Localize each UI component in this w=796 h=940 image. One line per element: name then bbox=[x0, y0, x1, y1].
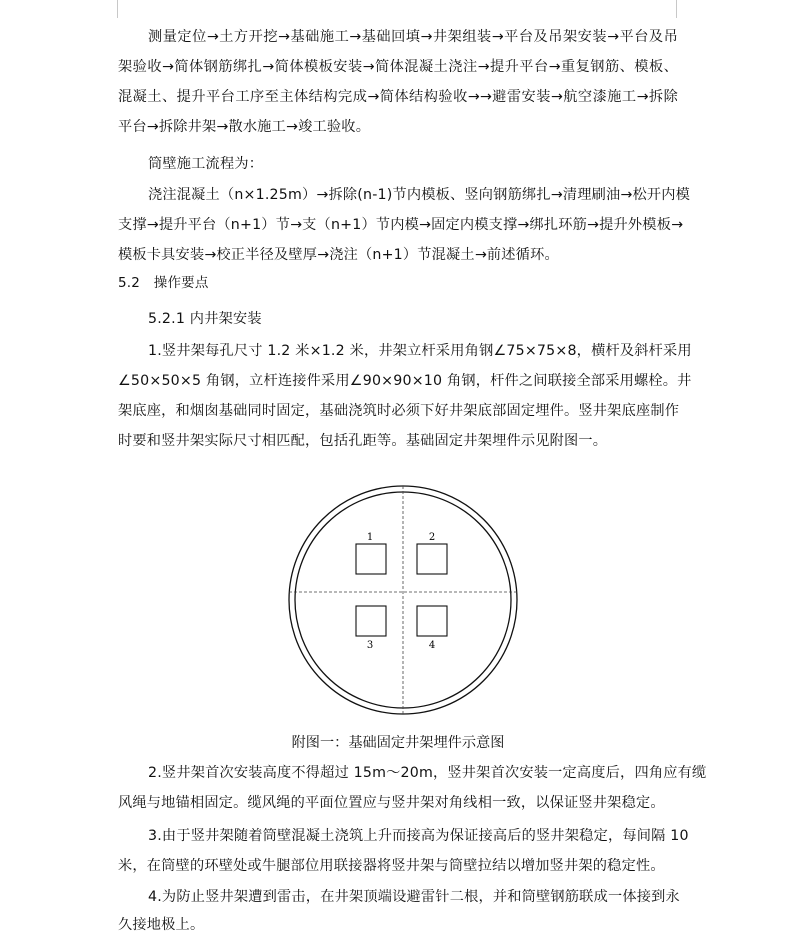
embed-label-2: 2 bbox=[428, 532, 436, 543]
paragraph-line: 3.由于竖井架随着筒壁混凝土浇筑上升而接高为保证接高后的竖井架稳定，每间隔 10 bbox=[148, 828, 689, 844]
embed-square-3 bbox=[356, 606, 386, 636]
paragraph-line: 平台→拆除井架→散水施工→竣工验收。 bbox=[118, 119, 371, 135]
foundation-embed-diagram bbox=[287, 484, 519, 716]
embed-square-1 bbox=[356, 544, 386, 574]
paragraph-line: 时要和竖井架实际尺寸相匹配，包括孔距等。基础固定井架埋件示见附图一。 bbox=[118, 433, 608, 449]
paragraph-line: 架验收→简体钢筋绑扎→简体模板安装→简体混凝土浇注→提升平台→重复钢筋、模板、 bbox=[118, 59, 678, 75]
section-heading: 5.2 操作要点 bbox=[118, 275, 209, 291]
paragraph-line: 测量定位→土方开挖→基础施工→基础回填→井架组装→平台及吊架安装→平台及吊 bbox=[148, 29, 678, 45]
embed-label-4: 4 bbox=[428, 640, 436, 651]
paragraph-line: 浇注混凝土（n×1.25m）→拆除(n-1)节内模板、竖向钢筋绑扎→清理刷油→松开内模 bbox=[148, 187, 691, 203]
paragraph-line: 支撑→提升平台（n+1）节→支（n+1）节内模→固定内模支撑→绑扎环筋→提升外模板→ bbox=[118, 217, 684, 233]
subsection-heading: 5.2.1 内井架安装 bbox=[148, 311, 262, 327]
embed-label-3: 3 bbox=[366, 640, 374, 651]
embed-label-1: 1 bbox=[366, 532, 374, 543]
embed-square-4 bbox=[417, 606, 447, 636]
paragraph-line: 4.为防止竖井架遭到雷击，在井架顶端设避雷针二根，并和筒壁钢筋联成一体接到永 bbox=[148, 889, 680, 905]
paragraph-line: 久接地极上。 bbox=[118, 917, 205, 933]
inner-circle bbox=[295, 492, 511, 708]
figure-caption: 附图一：基础固定井架埋件示意图 bbox=[291, 735, 505, 751]
paragraph-line: 模板卡具安装→校正半径及壁厚→浇注（n+1）节混凝土→前述循环。 bbox=[118, 247, 559, 263]
paragraph-line: 2.竖井架首次安装高度不得超过 15m～20m，竖井架首次安装一定高度后，四角应有缆 bbox=[148, 765, 707, 781]
page-corner-mark-right bbox=[676, 0, 677, 18]
process-heading: 筒壁施工流程为： bbox=[148, 156, 264, 172]
paragraph-line: ∠50×50×5 角钢，立杆连接件采用∠90×90×10 角钢，杆件之间联接全部采用螺栓。井 bbox=[118, 373, 692, 389]
page-corner-mark-left bbox=[117, 0, 118, 18]
paragraph-line: 架底座，和烟囱基础同时固定，基础浇筑时必须下好井架底部固定埋件。竖井架底座制作 bbox=[118, 403, 680, 419]
embed-square-2 bbox=[417, 544, 447, 574]
paragraph-line: 米，在筒壁的环壁处或牛腿部位用联接器将竖井架与筒壁拉结以增加竖井架的稳定性。 bbox=[118, 858, 665, 874]
paragraph-line: 1.竖井架每孔尺寸 1.2 米×1.2 米，井架立杆采用角钢∠75×75×8，横杆及斜杆采用 bbox=[148, 343, 692, 359]
outer-circle bbox=[289, 486, 517, 714]
paragraph-line: 混凝土、提升平台工序至主体结构完成→简体结构验收→→避雷安装→航空漆施工→拆除 bbox=[118, 89, 678, 105]
paragraph-line: 风绳与地锚相固定。缆风绳的平面位置应与竖井架对角线相一致，以保证竖井架稳定。 bbox=[118, 795, 665, 811]
